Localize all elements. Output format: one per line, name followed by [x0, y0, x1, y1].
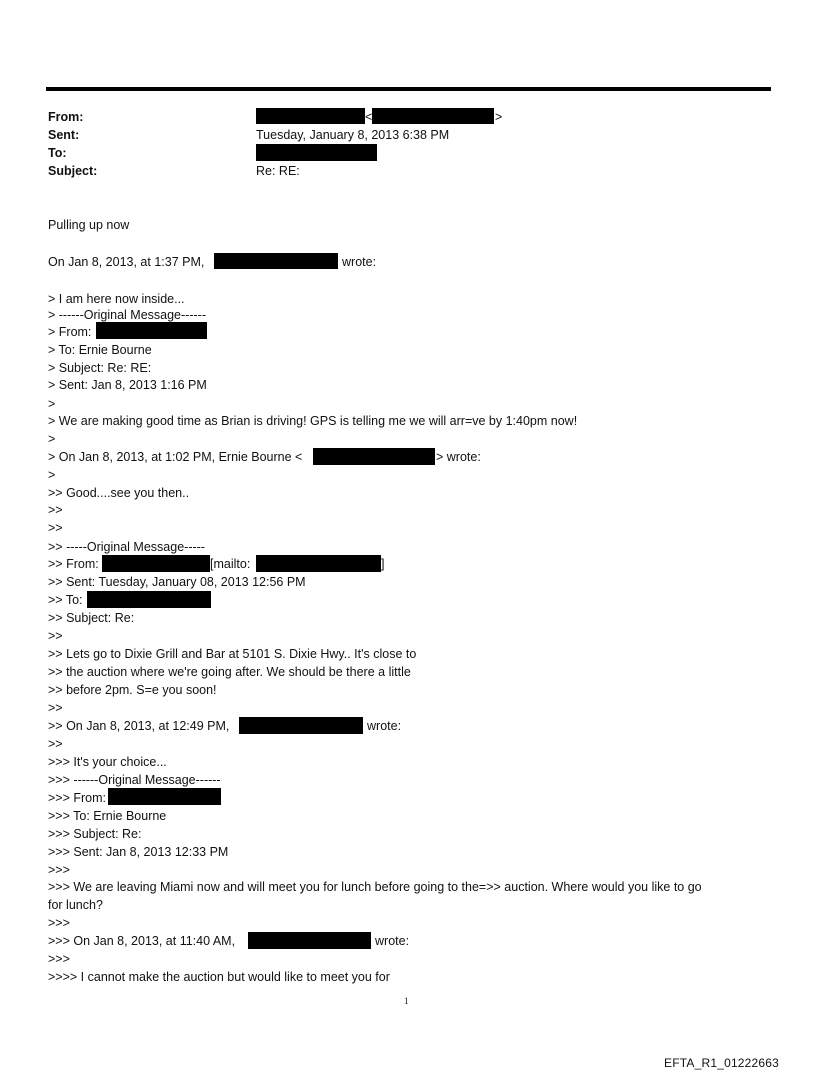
body-line: >> the auction where we're going after. We should be there a little — [48, 665, 411, 679]
redaction-box — [248, 932, 371, 949]
body-line: >>> — [48, 952, 70, 966]
body-line: >>> Sent: Jan 8, 2013 12:33 PM — [48, 845, 229, 859]
from-label: From: — [48, 110, 84, 124]
body-line: > ------Original Message------ — [48, 308, 206, 322]
body-line: > On Jan 8, 2013, at 1:02 PM, Ernie Bourne < — [48, 450, 303, 464]
body-line: On Jan 8, 2013, at 1:37 PM, — [48, 255, 205, 269]
redaction-box — [256, 144, 377, 161]
redaction-box — [372, 108, 494, 124]
body-line: >>> ------Original Message------ — [48, 773, 221, 787]
body-line: >>> From: — [48, 791, 107, 805]
subject-label: Subject: — [48, 164, 98, 178]
redaction-box — [102, 555, 210, 572]
body-line: > To: Ernie Bourne — [48, 343, 152, 357]
body-line: >>> It's your choice... — [48, 755, 167, 769]
body-line: >> -----Original Message----- — [48, 540, 205, 554]
body-line: > I am here now inside... — [48, 292, 185, 306]
body-line: > — [48, 397, 56, 411]
body-line: >>> — [48, 916, 70, 930]
body-line: >>> — [48, 863, 70, 877]
body-line: >>> On Jan 8, 2013, at 11:40 AM, — [48, 934, 236, 948]
body-line: > Sent: Jan 8, 2013 1:16 PM — [48, 378, 207, 392]
redaction-box — [108, 788, 221, 805]
body-line: > Subject: Re: RE: — [48, 361, 152, 375]
from-lt: < — [365, 110, 373, 124]
body-line: wrote: — [342, 255, 377, 269]
body-line: >> Subject: Re: — [48, 611, 135, 625]
redaction-box — [256, 555, 381, 572]
body-line: ] — [381, 557, 385, 571]
sent-label: Sent: — [48, 128, 80, 142]
body-line: >> — [48, 629, 63, 643]
body-line: > — [48, 468, 56, 482]
body-line: >>> We are leaving Miami now and will meet you for lunch before going to the=>> auction. Where would you like to go — [48, 880, 702, 894]
body-line: >> — [48, 701, 63, 715]
body-line: >> — [48, 737, 63, 751]
redaction-box — [256, 108, 365, 124]
sent-value: Tuesday, January 8, 2013 6:38 PM — [256, 128, 450, 142]
subject-value: Re: RE: — [256, 164, 300, 178]
to-label: To: — [48, 146, 67, 160]
redaction-box — [96, 322, 207, 339]
body-line: wrote: — [375, 934, 410, 948]
body-line: [mailto: — [210, 557, 251, 571]
body-line: > We are making good time as Brian is driving! GPS is telling me we will arr=ve by 1:40pm now! — [48, 414, 578, 428]
redaction-box — [239, 717, 363, 734]
body-line: >> From: — [48, 557, 99, 571]
redaction-box — [87, 591, 211, 608]
body-line: >> To: — [48, 593, 83, 607]
header-divider — [46, 87, 771, 91]
body-line: >> Lets go to Dixie Grill and Bar at 5101 S. Dixie Hwy.. It's close to — [48, 647, 417, 661]
body-line: for lunch? — [48, 898, 103, 912]
body-line: >>> To: Ernie Bourne — [48, 809, 167, 823]
body-line: > — [48, 432, 56, 446]
body-line: >> — [48, 503, 63, 517]
body-line: >>>> I cannot make the auction but would like to meet you for — [48, 970, 390, 984]
bates-number: EFTA_R1_01222663 — [664, 1056, 780, 1070]
body-line: >>> Subject: Re: — [48, 827, 142, 841]
body-line: >> — [48, 521, 63, 535]
redaction-box — [313, 448, 435, 465]
from-gt: > — [495, 110, 503, 124]
body-line: >> Sent: Tuesday, January 08, 2013 12:56 PM — [48, 575, 306, 589]
body-line: wrote: — [367, 719, 402, 733]
body-line: > wrote: — [436, 450, 481, 464]
body-line: >> before 2pm. S=e you soon! — [48, 683, 217, 697]
redaction-box — [214, 253, 338, 269]
body-line: >> Good....see you then.. — [48, 486, 190, 500]
body-line: Pulling up now — [48, 218, 130, 232]
body-line: > From: — [48, 325, 92, 339]
body-line: >> On Jan 8, 2013, at 12:49 PM, — [48, 719, 230, 733]
page-number: 1 — [404, 996, 409, 1006]
